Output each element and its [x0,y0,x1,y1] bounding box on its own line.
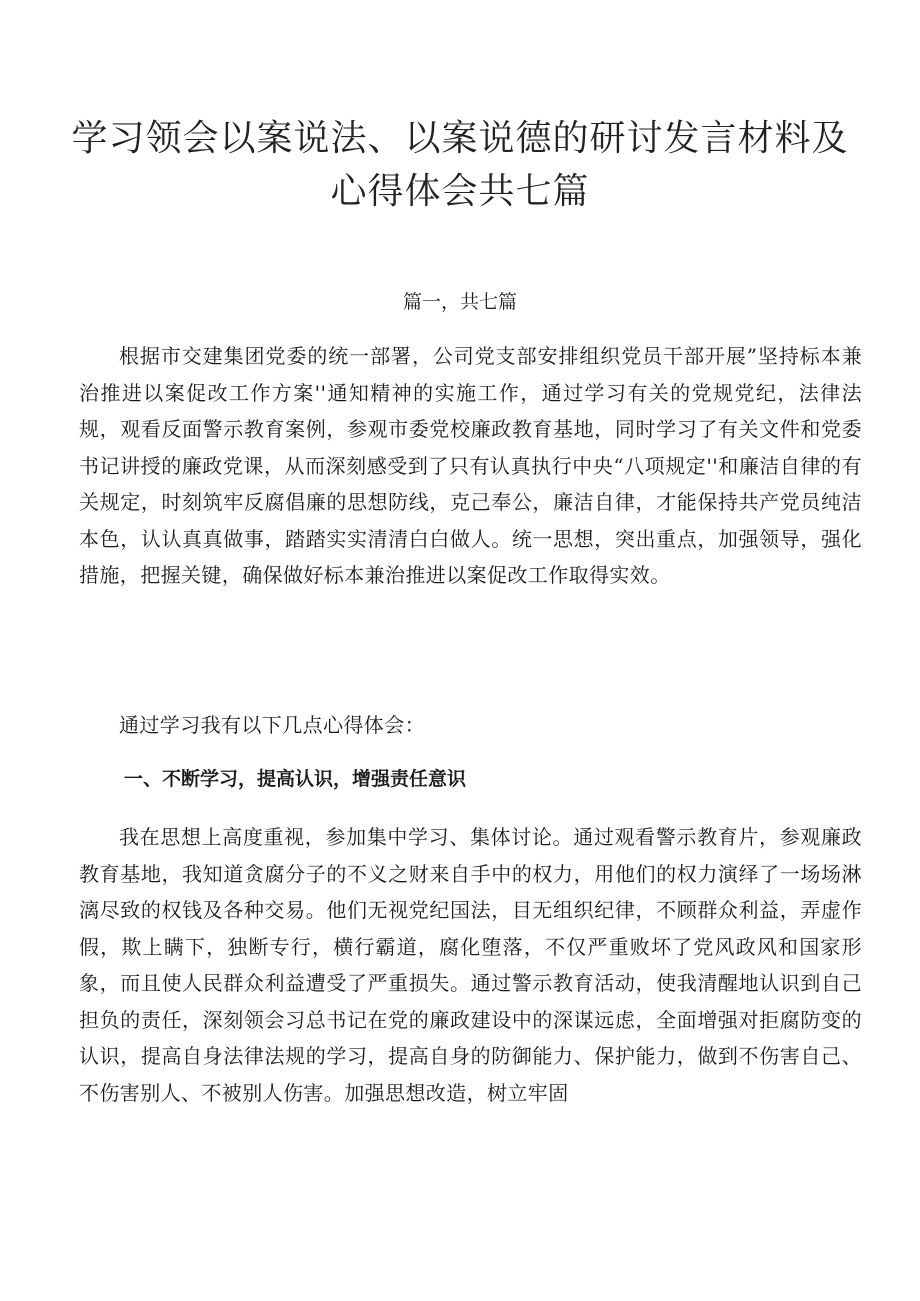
section-label: 篇一，共七篇 [402,291,517,313]
paragraph-lead-in: 通过学习我有以下几点心得体会： [119,713,425,737]
document-title: 学习领会以案说法、以案说德的研讨发言材料及心得体会共七篇 [71,118,849,212]
paragraph-section-1: 我在思想上高度重视，参加集中学习、集体讨论。通过观看警示教育片，参观廉政教育基地，我知道贪腐分子的不义之财来自手中的权力，用他们的权力演绎了一场场淋漓尽致的权钱及各种交易。他们无视党纪国法，目无组织纪律，不顾群众利益，弄虚作假，欺上瞒下，独断专行，横行霸道，腐化堕落，不仅严重败坏了党风政风和国家形象，而且使人民群众利益遭受了严重损失。通过警示教育活动，使我清醒地认识到自己担负的责任，深刻领会习总书记在党的廉政建设中的深谋远虑，全面增强对拒腐防变的认识，提高自身法律法规的学习，提高自身的防御能力、保护能力，做到不伤害自己、不伤害别人、不被别人伤害。加强思想改造，树立牢固 [79,825,862,1105]
paragraph-intro: 根据市交建集团党委的统一部署，公司党支部安排组织党员干部开展”坚持标本兼治推进以案促改工作方案''通知精神的实施工作，通过学习有关的党规党纪，法律法规，观看反面警示教育案例，参观市委党校廉政教育基地，同时学习了有关文件和党委书记讲授的廉政党课，从而深刻感受到了只有认真执行中央“八项规定''和廉洁自律的有关规定，时刻筑牢反腐倡廉的思想防线，克己奉公，廉洁自律，才能保持共产党员纯洁本色，认认真真做事，踏踏实实清清白白做人。统一思想，突出重点，加强领导，强化措施，把握关键，确保做好标本兼治推进以案促改工作取得实效。 [79,344,862,587]
section-heading-1: 一、不断学习，提高认识，增强责任意识 [124,768,467,790]
